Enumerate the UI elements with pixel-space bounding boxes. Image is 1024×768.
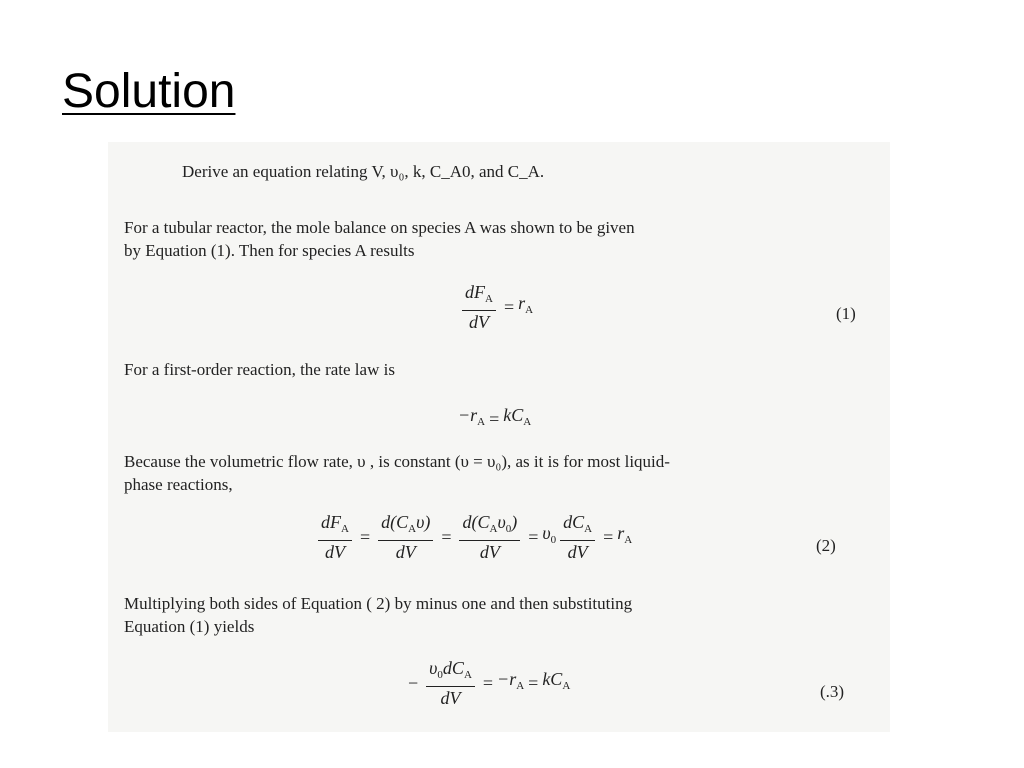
paragraph-multiplying-line2: Equation (1) yields — [124, 617, 255, 636]
paragraph-constant-flow-line1: Because the volumetric flow rate, υ , is constant (υ = υ₀), as it is for most liquid- — [124, 452, 670, 471]
rate-law-equation: $-r_A$ = $kC_A$ — [458, 405, 532, 429]
equation-3: − $\frac{\upsilon_0dC_A}{dV}$ = $-r_A$ = $kC_A$ — [408, 658, 571, 708]
slide-title: Solution — [62, 65, 236, 118]
equation-2: $\frac{dF_A}{dV}$ = $\frac{d(C_A\upsilon)}{dV}$ = $\frac{d(C_A\upsilon_0)}{dV}$ = $\upsilon_0$ $\frac{dC_A}{dV}$ = $r_A$ — [314, 512, 632, 562]
equation-1-row — [108, 282, 890, 342]
equation-1-number: (1) — [836, 304, 856, 323]
paragraph-constant-flow-line2: phase reactions, — [124, 475, 233, 494]
paragraph-mole-balance-line1: For a tubular reactor, the mole balance on species A was shown to be given — [124, 218, 635, 237]
paragraph-mole-balance-line2: by Equation (1). Then for species A results — [124, 241, 415, 260]
problem-statement: Derive an equation relating V, υ₀, k, C_A0, and C_A. — [182, 162, 545, 181]
paragraph-rate-law: For a first-order reaction, the rate law is — [124, 360, 395, 379]
equation-3-number: (.3) — [820, 682, 845, 701]
equation-2-number: (2) — [816, 536, 836, 555]
paragraph-multiplying-line1: Multiplying both sides of Equation ( 2) by minus one and then substituting — [124, 594, 633, 613]
equation-3-row — [108, 658, 890, 718]
equation-1: $\frac{dF_A}{dV}$ = $r_A$ — [458, 282, 533, 332]
scanned-textbook-excerpt — [108, 142, 890, 732]
equation-2-row — [108, 512, 890, 572]
